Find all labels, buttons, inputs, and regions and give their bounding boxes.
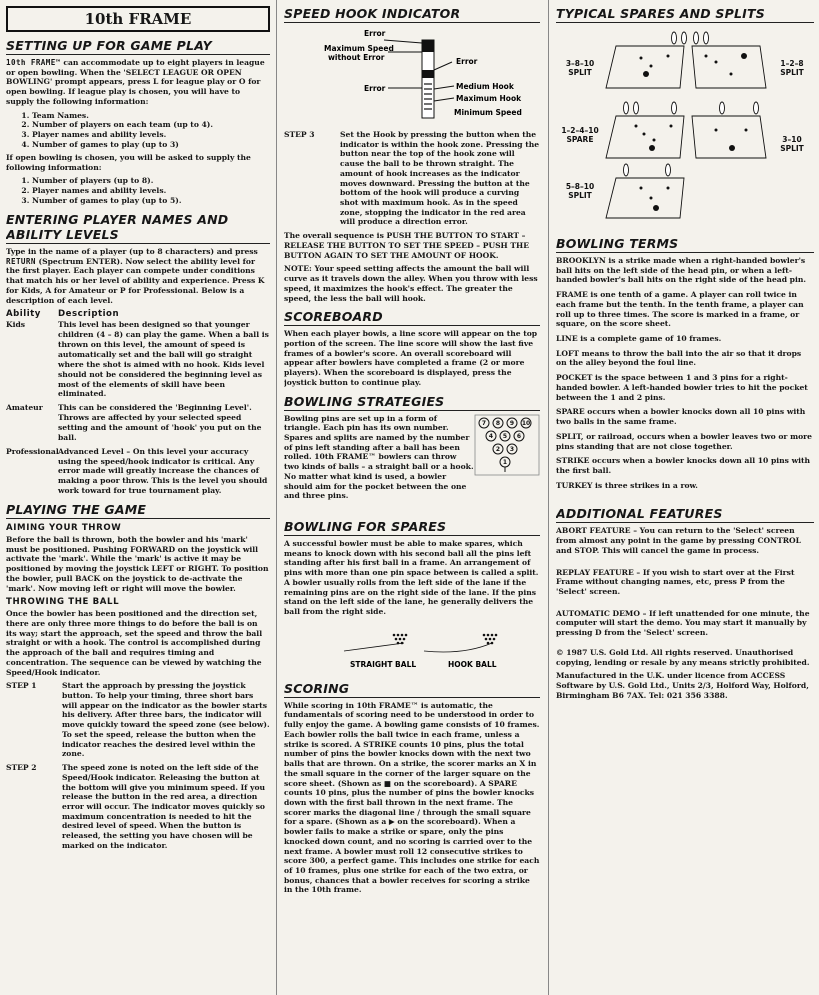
ability-name: Kids — [6, 320, 26, 330]
list-item: 3. Number of games to play (up to 5). — [32, 196, 270, 206]
pin-label: 3 — [509, 445, 515, 453]
column-left — [6, 6, 270, 990]
straight-ball-label: STRAIGHT BALL — [350, 659, 417, 669]
section-heading-scoreboard: SCOREBOARD — [284, 309, 540, 326]
step-text: Start the approach by pressing the joystick button. To help your timing, three short bars will appear on the indicator as the bowler starts his delivery. After three bars, the indicator will move quickly toward the speed zone (see below). To set the speed, release the button when the indicator reaches the desired level within the zone. — [62, 681, 270, 759]
term-item: TURKEY is three strikes in a row. — [556, 480, 698, 490]
column-divider — [276, 0, 277, 995]
column-middle — [284, 6, 540, 990]
pin-label: 10 — [521, 419, 531, 427]
split-label: SPARE — [566, 135, 594, 144]
standing-pins — [624, 32, 759, 176]
ability-name: Amateur — [6, 403, 43, 413]
ability-column-header: Ability — [6, 309, 41, 320]
return-key: RETURN — [6, 256, 36, 266]
open-info-list — [6, 176, 270, 206]
section-heading-scoring: SCORING — [284, 681, 540, 698]
indicator-red-top — [422, 40, 434, 52]
pin-label: 6 — [516, 432, 522, 440]
step-row — [6, 763, 270, 850]
speed-hook-indicator-diagram — [284, 26, 540, 126]
split-label: 3–10 — [782, 135, 802, 144]
abort-feature: ABORT FEATURE – You can return to the 'Select' screen from almost any point in the game by pressing CONTROL and STOP. This will cancel the game in process. — [556, 526, 801, 555]
overall-sequence: The overall sequence is PUSH THE BUTTON TO START – RELEASE THE BUTTON TO SET THE SPEED – PUSH THE BUTTON AGAIN TO SET THE AMOUNT OF HOOK. — [284, 231, 529, 260]
column-divider — [548, 0, 549, 995]
replay-feature: REPLAY FEATURE – If you wish to start over at the First Frame without changing names, etc, press P from the 'Select' screen. — [556, 567, 795, 596]
step-row — [6, 681, 270, 759]
label-maximum-hook: Maximum Hook — [456, 94, 522, 103]
section-heading-spares: BOWLING FOR SPARES — [284, 519, 540, 536]
ability-description: This level has been designed so that younger children (4 – 8) can play the game. When a ball is thrown on this level, the amount of speed is automatically set and the ball will go straight where the shot is aimed with no hook. Kids level should not be considered the beginning level as most of the elements of skill have been eliminated. — [58, 320, 269, 399]
section-heading-speed-hook: SPEED HOOK INDICATOR — [284, 6, 540, 23]
list-item: 4. Number of games to play (up to 3) — [32, 140, 270, 150]
aiming-text: Before the ball is thrown, both the bowler and his 'mark' must be positioned. Pushing FORWARD on the joystick will activate the 'mark'. While the 'mark' is active it may be positioned by moving the joystick LEFT or RIGHT. To position the bowler, pull BACK on the joystick to de-activate the 'mark'. Now moving left or right will move the bowler. — [6, 534, 269, 593]
spares-splits-diagram — [556, 26, 814, 226]
term-item: FRAME is one tenth of a game. A player can roll twice in each frame but the tenth. In the tenth frame, a player can roll up to three times. The score is marked in a frame, or square, on the score sheet. — [556, 290, 804, 329]
pin-label: 8 — [495, 419, 501, 427]
term-item: POCKET is the space between 1 and 3 pins for a right-handed bowler. A left-handed bowler tries to hit the pocket between the 1 and 2 pins. — [556, 373, 808, 402]
ability-description: This can be considered the 'Beginning Level'. Throws are affected by your selected speed setting and the amount of 'hook' you put on the ball. — [58, 403, 262, 442]
copyright-notice: © 1987 U.S. Gold Ltd. All rights reserved. Unauthorised copying, lending or resale by any means strictly prohibited. — [556, 647, 810, 667]
label-error-top: Error — [364, 29, 386, 38]
term-item: LINE is a complete game of 10 frames. — [556, 334, 722, 344]
pin-label: 5 — [502, 432, 508, 440]
term-item: BROOKLYN is a strike made when a right-handed bowler's ball hits on the left side of the head pin, or when a left-handed bowler's ball hits on the right side of the head pin. — [556, 256, 807, 285]
hook-ball-label: HOOK BALL — [448, 659, 497, 669]
split-label: SPLIT — [780, 144, 804, 153]
label-minimum-speed: Minimum Speed — [454, 108, 522, 117]
pin-label: 4 — [488, 432, 494, 440]
speed-note: NOTE: Your speed setting affects the amount the ball will curve as it travels down the alley. When you throw with less speed, it maximizes the hook's effect. The greater the speed, the less the ball will hook. — [284, 264, 538, 303]
pointer-line — [384, 40, 422, 43]
label-medium-hook: Medium Hook — [456, 82, 514, 91]
hook-ball-icon — [424, 633, 497, 651]
strategies-text: Bowling pins are set up in a form of triangle. Each pin has its own number. Spares and splits are named by the number of pins left standing after a ball has been rolled. 10th FRAME™ bowlers can throw two kinds of balls – a straight ball or a hook. No matter what kind is used, a bowler should aim for the pocket between the one and three pins. — [284, 413, 474, 501]
open-intro: If open bowling is chosen, you will be asked to supply the following information: — [6, 153, 251, 172]
throwing-text: Once the bowler has been positioned and the direction set, there are only three more things to do before the ball is on its way; start the approach, set the speed and throw the ball straight or with a hook. The control is accomplished during the approach of the ball and requires timing and concentration. The sequence can be viewed by watching the Speed/Hook indicator. — [6, 609, 263, 677]
step-row — [284, 130, 540, 227]
section-heading-strategies: BOWLING STRATEGIES — [284, 394, 540, 411]
list-item: 2. Number of players on each team (up to 4). — [32, 120, 270, 130]
label-error-left: Error — [364, 84, 386, 93]
pointer-line — [434, 86, 454, 89]
list-item: 1. Number of players (up to 8). — [32, 176, 270, 186]
term-item: SPLIT, or railroad, occurs when a bowler leaves two or more pins standing that are not close together. — [556, 431, 813, 451]
split-label: 1–2–4–10 — [561, 126, 599, 135]
pin-label: 9 — [509, 419, 515, 427]
spares-text: A successful bowler must be able to make spares, which means to knock down with his second ball all the pins left standing after his first ball in a frame. An arrangement of pins with more than one pin space between is called a split. A bowler usually rolls from the left side of the lane if the remaining pins are on the right side of the lane. If the pins stand on the left side of the lane, he generally delivers the ball from the right side. — [284, 539, 539, 617]
pin-label: 1 — [502, 458, 508, 466]
split-label: SPLIT — [780, 68, 804, 77]
pin-label: 7 — [481, 419, 487, 427]
step-label: STEP 3 — [284, 130, 315, 139]
ability-description: Advanced Level – On this level your accuracy using the speed/hook indicator is critical. Any error made will greatly increase the chances of making a poor throw. This is the level you should work toward for true tournament play. — [58, 446, 268, 496]
subheading-aiming: AIMING YOUR THROW — [6, 522, 122, 533]
manufacturer-notice: Manufactured in the U.K. under licence from ACCESS Software by U.S. Gold Ltd., Units 2/3, Holford Way, Holford, Birmingham B6 7AX. Tel: 021 356 3388. — [556, 671, 809, 700]
lane-perspective-boxes — [606, 46, 766, 218]
subheading-throwing: THROWING THE BALL — [6, 597, 120, 608]
list-item: 3. Player names and ability levels. — [32, 130, 270, 140]
section-heading-features: ADDITIONAL FEATURES — [556, 506, 814, 523]
split-label: SPLIT — [568, 191, 592, 200]
split-label: 3–8–10 — [565, 59, 595, 68]
section-heading-entering: ENTERING PLAYER NAMES AND ABILITY LEVELS — [6, 212, 270, 244]
description-column-header: Description — [58, 309, 120, 320]
ability-row — [6, 403, 270, 442]
label-error-right: Error — [456, 57, 478, 66]
split-label: SPLIT — [568, 68, 592, 77]
strategies-row — [284, 414, 540, 505]
pointer-line — [434, 62, 452, 70]
setup-intro: 10th FRAME™ can accommodate up to eight players in league or open bowling. When the 'SELECT LEAGUE OR OPEN BOWLING' prompt appears, press L for league play or O for open bowling. If league play is chosen, you will have to supply the following information: — [6, 58, 265, 106]
split-label: 5–8–10 — [565, 182, 595, 191]
pointer-line — [434, 98, 454, 101]
pin-triangle-diagram — [474, 414, 540, 476]
section-heading-splits: TYPICAL SPARES AND SPLITS — [556, 6, 814, 23]
ability-row — [6, 447, 270, 496]
ability-table-header — [6, 309, 270, 319]
term-item: STRIKE occurs when a bowler knocks down all 10 pins with the first ball. — [556, 456, 811, 475]
league-info-list — [6, 111, 270, 150]
step-label: STEP 2 — [6, 763, 37, 773]
indicator-red-mid — [422, 70, 434, 78]
label-max-speed: Maximum Speed without Error — [324, 44, 394, 62]
entering-text: Type in the name of a player (up to 8 characters) and press RETURN (Spectrum ENTER). Now select the ability level for the first player. Each player can compete under conditions that match his or her level of ability and experience. Press K for Kids, A for Amateur or P for Professional. Below is a description of each level. — [6, 247, 265, 305]
step-label: STEP 1 — [6, 681, 37, 691]
section-heading-setup: SETTING UP FOR GAME PLAY — [6, 38, 270, 55]
section-heading-terms: BOWLING TERMS — [556, 236, 814, 253]
step-text: The speed zone is noted on the left side of the Speed/Hook indicator. Releasing the button at the bottom will give you minimum speed. If you release the button in the red area, a direction error will occur. The indicator moves quickly so maximum concentration is needed to hit the desired level of speed. When the button is released, the setting you have chosen will be marked on the indicator. — [62, 763, 266, 850]
term-item: LOFT means to throw the ball into the air so that it drops on the alley beyond the foul line. — [556, 348, 802, 368]
straight-ball-icon — [344, 633, 407, 650]
column-right — [556, 6, 814, 990]
pin-label: 2 — [495, 445, 501, 453]
term-item: SPARE occurs when a bowler knocks down all 10 pins with two balls in the same frame. — [556, 407, 806, 427]
automatic-demo: AUTOMATIC DEMO – If left unattended for one minute, the computer will start the demo. You may start it manually by pressing D from the 'Select' screen. — [556, 608, 810, 638]
list-item: 2. Player names and ability levels. — [32, 186, 270, 196]
ability-row — [6, 320, 270, 399]
ball-types-diagram — [284, 621, 540, 671]
scoreboard-text: When each player bowls, a line score will appear on the top portion of the screen. The line score will show the last five frames of a bowler's score. An overall scoreboard will appear after bowlers have completed a frame (2 or more players). When the scoreboard is displayed, press the joystick button to continue play. — [284, 329, 538, 387]
ability-name: Professional — [6, 446, 59, 456]
split-label: 1–2–8 — [780, 59, 804, 68]
scoring-text: While scoring in 10th FRAME™ is automatic, the fundamentals of scoring need to be understood in order to fully enjoy the game. A bowling game consists of 10 frames. Each bowler rolls the ball twice in each frame, unless a strike is scored. A STRIKE counts 10 pins, plus the total number of pins the bowler knocks down with the next two balls that are thrown. On a strike, the scorer marks an X in the small square in the corner of the larger square on the score sheet. (Shown as ■ on the scoreboard). A SPARE counts 10 pins, plus the number of pins the bowler knocks down with the first ball thrown in the next frame. The scorer marks the diagonal line / through the small square for a spare. (Shown as a ▶ on the scoreboard). When a bowler fails to make a strike or spare, only the pins knocked down count, and no scoring is carried over to the next frame. A bowler must roll 12 consecutive strikes to score 300, a perfect game. This includes one strike for each of 10 frames, plus one strike for each of the two extra, or bonus, chances that a bowler receives for scoring a strike in the 10th frame. — [284, 700, 540, 895]
brand-name: 10th FRAME™ — [6, 58, 61, 67]
list-item: 1. Team Names. — [32, 111, 270, 121]
section-heading-playing: PLAYING THE GAME — [6, 502, 270, 519]
step-text: Set the Hook by pressing the button when the indicator is within the hook zone. Pressing the button near the top of the hook zone will cause the ball to be thrown straight. The amount of hook increases as the indicator moves downward. Pressing the button at the bottom of the hook will produce a curving shot with maximum hook. As in the speed zone, stopping the indicator in the red area will produce a direction error. — [340, 130, 540, 227]
page-title: 10th FRAME — [6, 6, 270, 32]
